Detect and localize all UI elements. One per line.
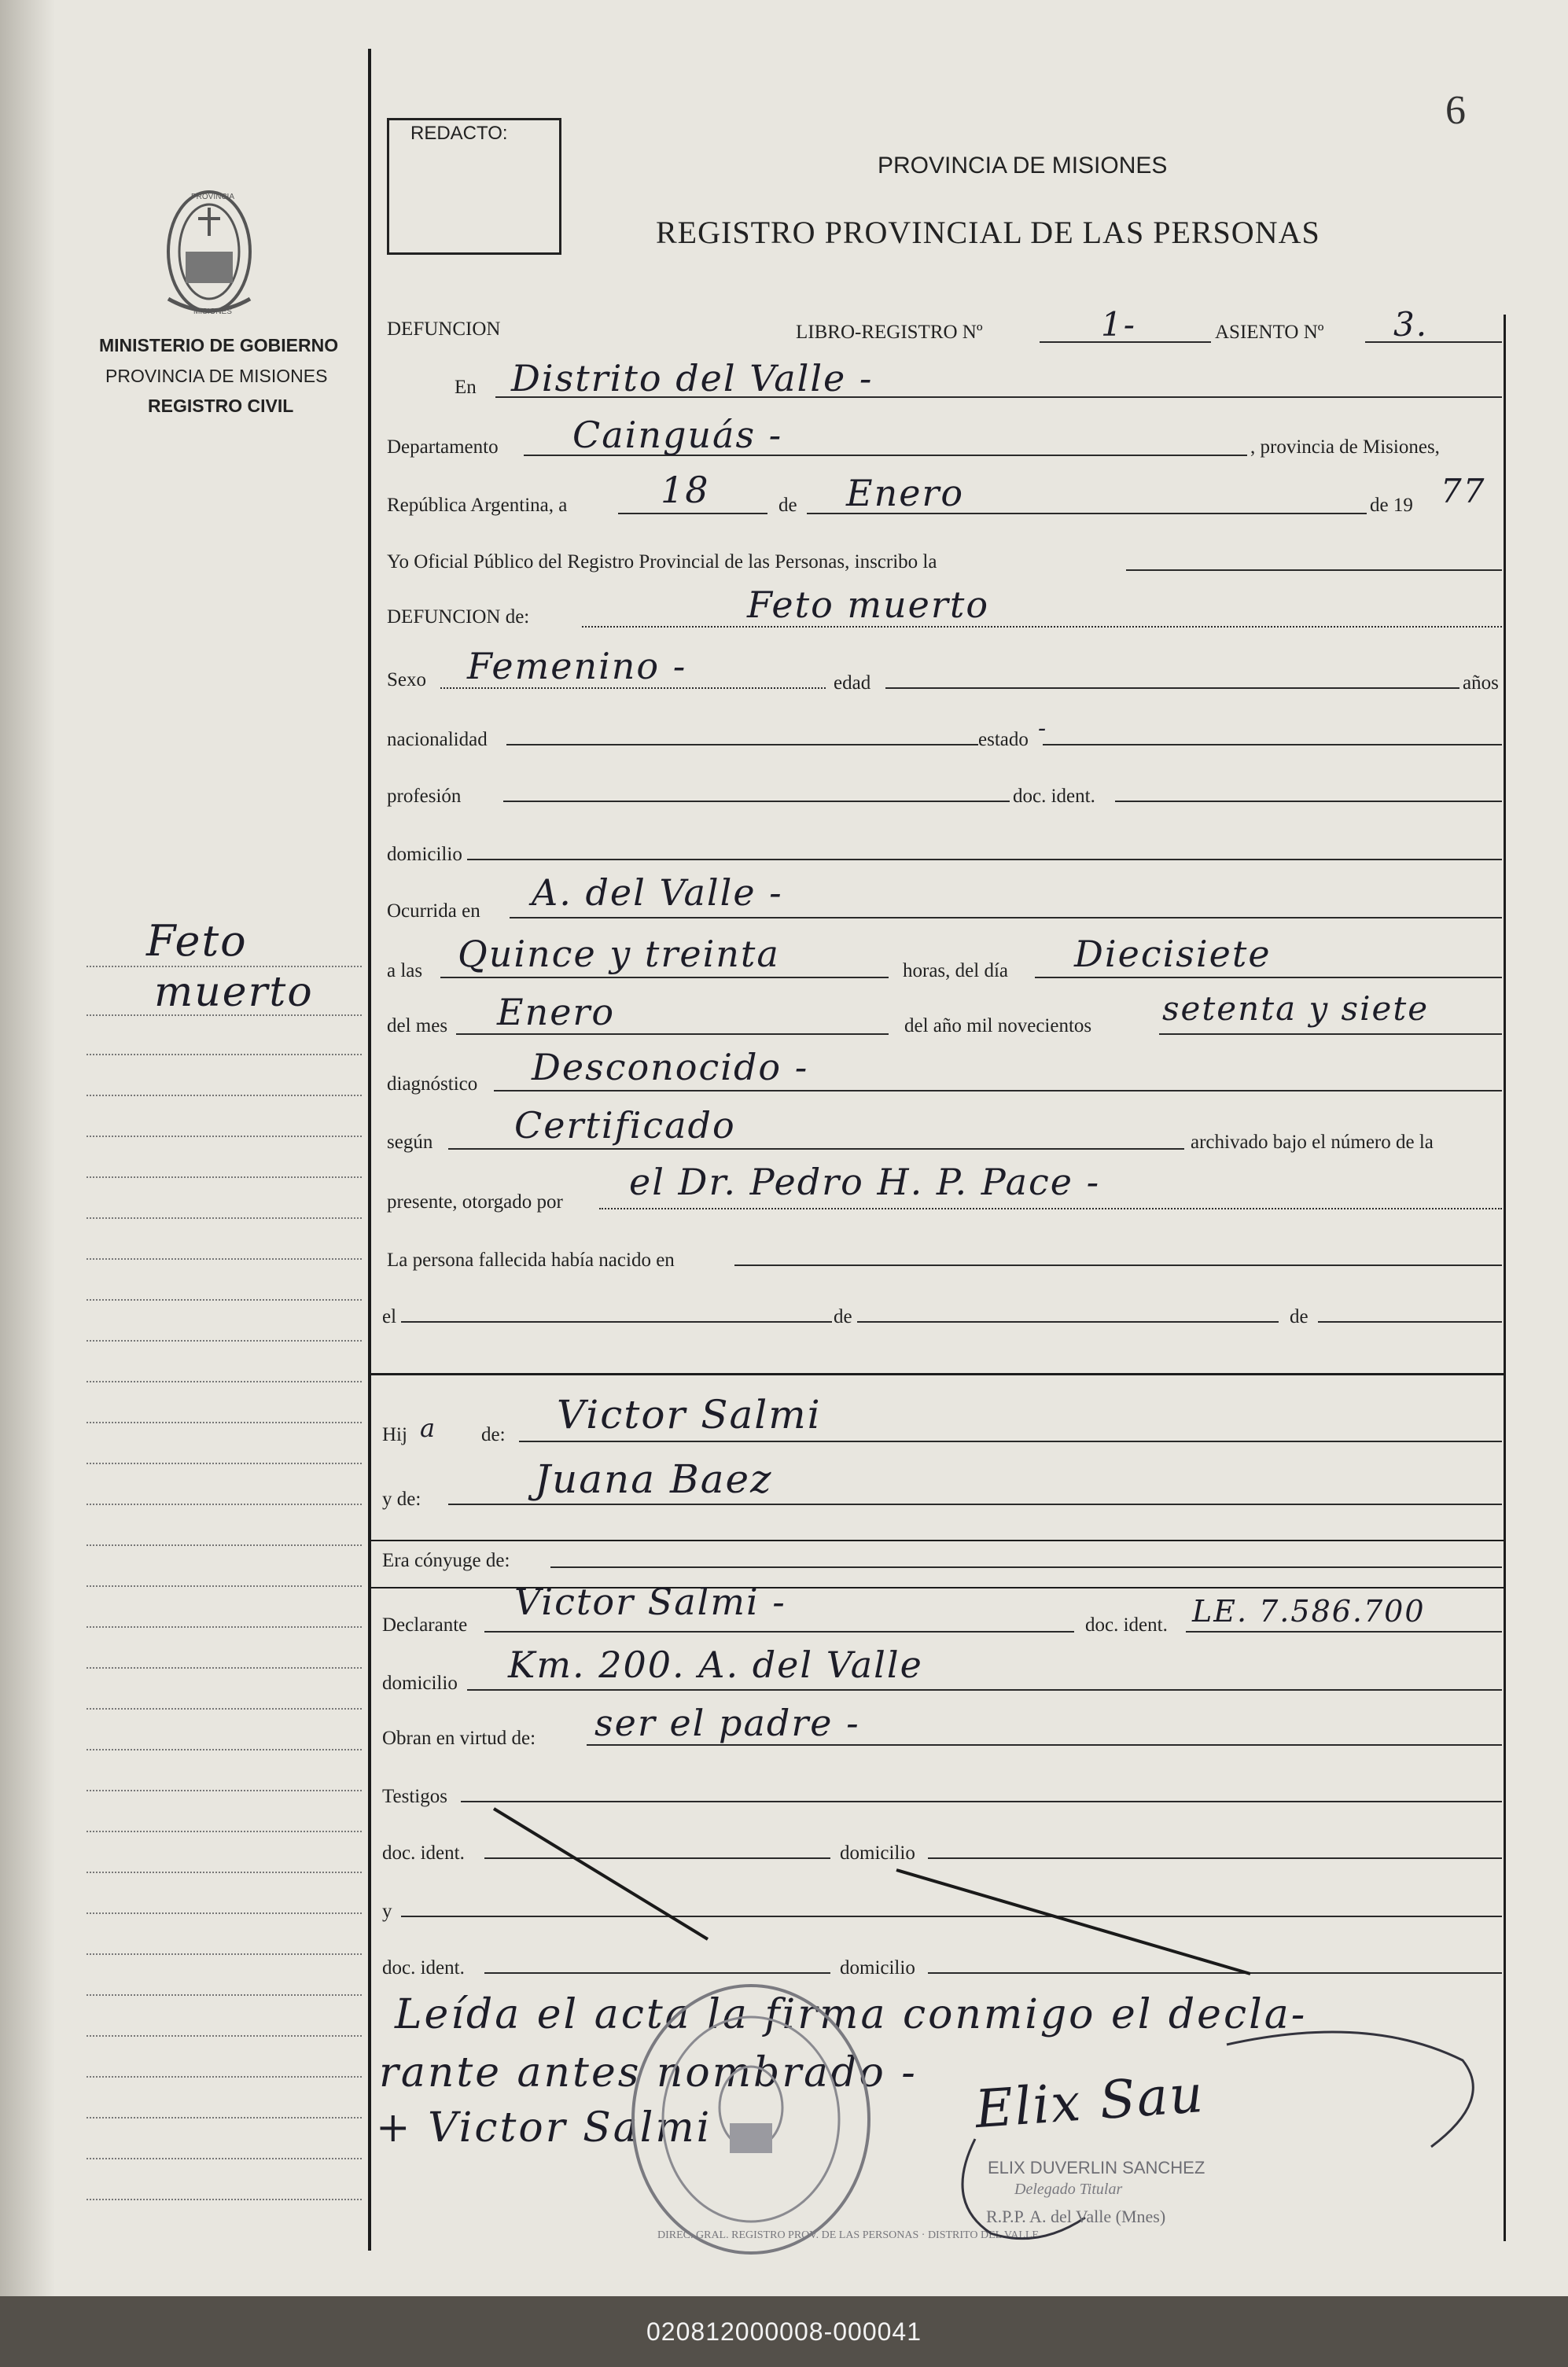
- testigo1-doc-label: doc. ident.: [382, 1842, 465, 1864]
- oficial-statement: Yo Oficial Público del Registro Provincial de las Personas, inscribo la: [387, 551, 937, 572]
- nacido-en-label: La persona fallecida había nacido en: [387, 1250, 675, 1271]
- defuncion-de-value: Feto muerto: [747, 583, 990, 626]
- province-title: PROVINCIA DE MISIONES: [878, 153, 1168, 179]
- y-de-label: y de:: [382, 1489, 421, 1510]
- registry-title: REGISTRO PROVINCIAL DE LAS PERSONAS: [656, 215, 1320, 250]
- margin-note-line1: Feto: [146, 916, 248, 966]
- diagnostico-value: Desconocido -: [532, 1046, 809, 1088]
- ano-letras-value: setenta y siete: [1162, 989, 1430, 1028]
- obran-value: ser el padre -: [594, 1702, 860, 1744]
- signature-stamp-title: Delegado Titular: [1014, 2181, 1123, 2198]
- mes-letras-value: Enero: [497, 991, 616, 1033]
- conyuge-label: Era cónyuge de:: [382, 1550, 510, 1571]
- hij-de-label: de:: [481, 1424, 506, 1445]
- provincia-misiones-label: , provincia de Misiones,: [1250, 436, 1440, 458]
- archivado-label: archivado bajo el número de la: [1191, 1132, 1434, 1153]
- domicilio-declarante-label: domicilio: [382, 1673, 458, 1694]
- madre-value: Juana Baez: [535, 1456, 773, 1502]
- de-label: de: [778, 495, 797, 516]
- mes-value: Enero: [846, 472, 965, 514]
- reference-id: 020812000008-000041: [646, 2317, 922, 2346]
- libro-registro-label: LIBRO-REGISTRO Nº: [796, 322, 983, 343]
- page-number: 6: [1445, 88, 1466, 133]
- sexo-value: Femenino -: [467, 645, 687, 687]
- domicilio-label: domicilio: [387, 844, 462, 865]
- hij-suffix-value: a: [420, 1413, 437, 1443]
- edad-label: edad: [834, 672, 871, 694]
- defuncion-de-label: DEFUNCION de:: [387, 606, 530, 628]
- departamento-label: Departamento: [387, 436, 499, 458]
- otorgado-por-value: el Dr. Pedro H. P. Pace -: [629, 1161, 1101, 1203]
- ocurrida-en-label: Ocurrida en: [387, 900, 480, 922]
- official-signature: Elix Sau: [973, 2063, 1206, 2141]
- nacionalidad-label: nacionalidad: [387, 729, 488, 750]
- el-label: el: [382, 1306, 397, 1327]
- testigos-label: Testigos: [382, 1786, 447, 1807]
- libro-num-value: 1-: [1101, 305, 1136, 344]
- declarante-doc-label: doc. ident.: [1085, 1614, 1168, 1636]
- redacto-label: REDACTO:: [410, 123, 508, 144]
- ocurrida-en-value: A. del Valle -: [532, 871, 783, 914]
- de-19-label: de 19: [1370, 495, 1413, 516]
- ministry-line2: PROVINCIA DE MISIONES: [105, 366, 328, 386]
- horas-del-dia-label: horas, del día: [903, 960, 1008, 981]
- dia-letras-value: Diecisiete: [1074, 933, 1272, 975]
- del-ano-label: del año mil novecientos: [904, 1015, 1092, 1036]
- en-label: En: [455, 377, 477, 398]
- domicilio-declarante-value: Km. 200. A. del Valle: [508, 1644, 923, 1686]
- margin-note-line2: muerto: [154, 969, 314, 1016]
- round-registry-stamp: [621, 1974, 881, 2265]
- declarante-doc-value: LE. 7.586.700: [1192, 1594, 1426, 1629]
- del-mes-label: del mes: [387, 1015, 448, 1036]
- ano-value: 77: [1441, 472, 1486, 510]
- testigo1-domicilio-label: domicilio: [840, 1842, 915, 1864]
- seal-bottom-text: MISIONES: [193, 307, 232, 316]
- y-label: y: [382, 1901, 392, 1922]
- sexo-label: Sexo: [387, 669, 426, 690]
- signature-stamp-office: R.P.P. A. del Valle (Mnes): [986, 2207, 1166, 2226]
- profesion-label: profesión: [387, 786, 462, 807]
- segun-value: Certificado: [514, 1104, 736, 1147]
- seal-top-text: PROVINCIA: [191, 193, 235, 201]
- closing-line-1: Leída el acta la firma conmigo el decla-: [395, 1991, 1308, 2038]
- obran-label: Obran en virtud de:: [382, 1728, 536, 1749]
- declarante-value: Victor Salmi -: [514, 1581, 786, 1623]
- testigo2-doc-label: doc. ident.: [382, 1957, 465, 1979]
- asiento-label: ASIENTO Nº: [1215, 322, 1324, 343]
- defuncion-label: DEFUNCION: [387, 318, 501, 340]
- a-las-label: a las: [387, 960, 423, 981]
- estado-label: estado: [978, 729, 1029, 750]
- estado-value: -: [1038, 715, 1048, 742]
- declarante-label: Declarante: [382, 1614, 468, 1636]
- closing-line-2: rante antes nombrado -: [379, 2049, 918, 2096]
- dia-value: 18: [661, 469, 710, 511]
- anos-label: años: [1463, 672, 1499, 694]
- doc-ident-label: doc. ident.: [1013, 786, 1095, 807]
- en-value: Distrito del Valle -: [511, 357, 874, 399]
- diagnostico-label: diagnóstico: [387, 1073, 478, 1095]
- de-label-2: de: [834, 1306, 852, 1327]
- ministry-line3: REGISTRO CIVIL: [148, 396, 294, 416]
- segun-label: según: [387, 1132, 433, 1153]
- closing-line-3: + Victor Salmi: [376, 2104, 712, 2152]
- asiento-num-value: 3.: [1393, 305, 1429, 344]
- testigo2-domicilio-label: domicilio: [840, 1957, 915, 1979]
- presente-label: presente, otorgado por: [387, 1191, 563, 1213]
- hij-label: Hij: [382, 1424, 407, 1445]
- de-label-3: de: [1290, 1306, 1309, 1327]
- departamento-value: Cainguás -: [572, 414, 783, 456]
- ministry-line1: MINISTERIO DE GOBIERNO: [99, 335, 339, 355]
- hora-value: Quince y treinta: [458, 933, 780, 975]
- signature-stamp-name: ELIX DUVERLIN SANCHEZ: [988, 2158, 1205, 2177]
- padre-value: Victor Salmi: [557, 1392, 822, 1438]
- round-stamp-text: DIREC. GRAL. REGISTRO PROV. DE LAS PERSONAS · DISTRITO DEL VALLE: [657, 2229, 1039, 2241]
- republica-label: República Argentina, a: [387, 495, 568, 516]
